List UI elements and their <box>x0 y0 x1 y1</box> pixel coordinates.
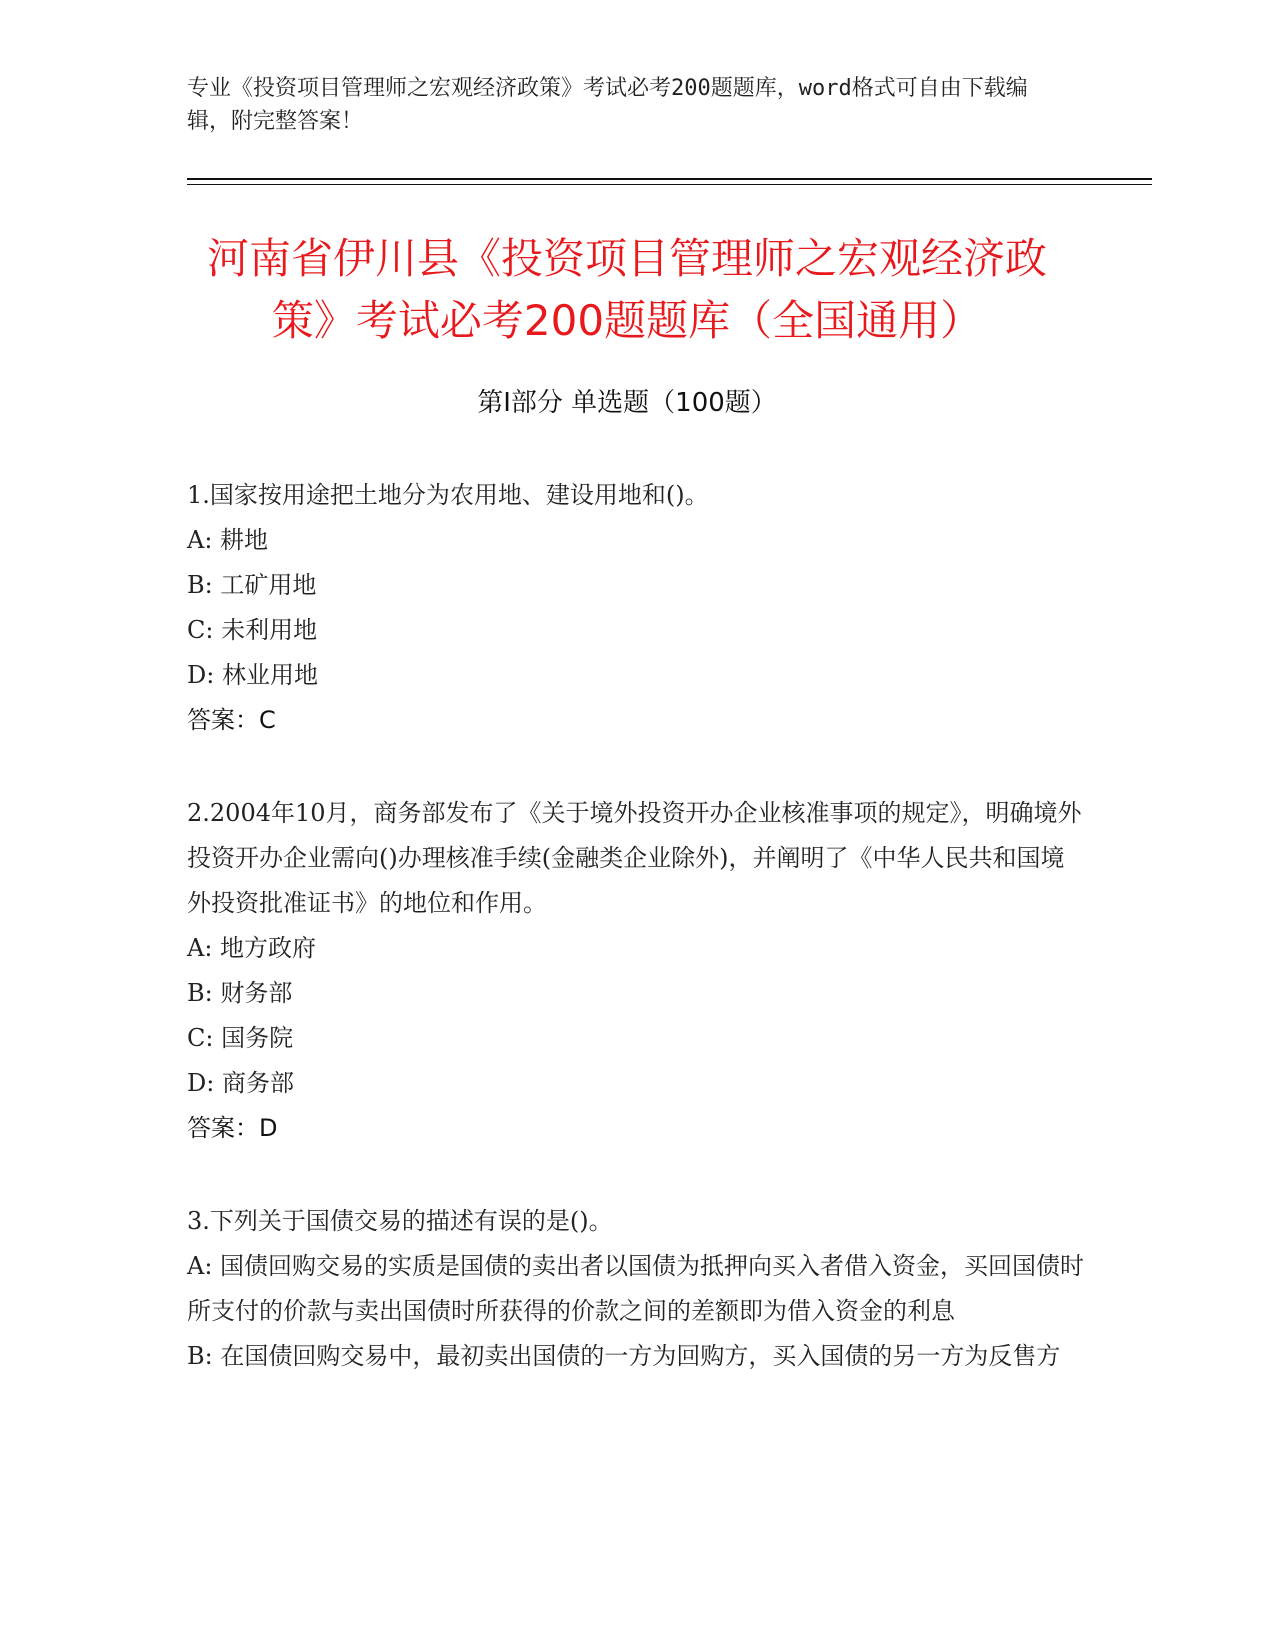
question-1 <box>187 473 1087 743</box>
header-rule-thick <box>187 178 1152 180</box>
option-a: A: 国债回购交易的实质是国债的卖出者以国债为抵押向买入者借入资金，买回国债时所支付的价款与卖出国债时所获得的价款之间的差额即为借入资金的利息 <box>187 1252 1085 1325</box>
option-b: B: 工矿用地 <box>187 571 317 599</box>
question-list <box>187 473 1087 1427</box>
header-rule-thin <box>187 184 1152 185</box>
option-a: A: 地方政府 <box>187 934 317 962</box>
question-2 <box>187 791 1087 1151</box>
question-stem: 3.下列关于国债交易的描述有误的是()。 <box>187 1207 613 1235</box>
option-b: B: 在国债回购交易中，最初卖出国债的一方为回购方，买入国债的另一方为反售方 <box>187 1342 1061 1370</box>
question-stem: 2.2004年10月，商务部发布了《关于境外投资开办企业核准事项的规定》，明确境外投资开办企业需向()办理核准手续(金融类企业除外)，并阐明了《中华人民共和国境外投资批准证书》的地位和作用。 <box>187 799 1082 917</box>
answer: 答案：C <box>187 706 276 734</box>
answer: 答案：D <box>187 1114 278 1142</box>
question-3 <box>187 1199 1087 1379</box>
option-b: B: 财务部 <box>187 979 293 1007</box>
question-stem: 1.国家按用途把土地分为农用地、建设用地和()。 <box>187 481 709 509</box>
section-title: 第Ⅰ部分 单选题（100题） <box>477 388 777 418</box>
header-note: 专业《投资项目管理师之宏观经济政策》考试必考200题题库，word格式可自由下载编辑，附完整答案！ <box>187 76 1028 134</box>
option-a: A: 耕地 <box>187 526 269 554</box>
option-d: D: 林业用地 <box>187 661 318 689</box>
document-title: 河南省伊川县《投资项目管理师之宏观经济政策》考试必考200题题库（全国通用） <box>206 234 1047 345</box>
option-c: C: 未利用地 <box>187 616 318 644</box>
option-c: C: 国务院 <box>187 1024 294 1052</box>
option-d: D: 商务部 <box>187 1069 294 1097</box>
